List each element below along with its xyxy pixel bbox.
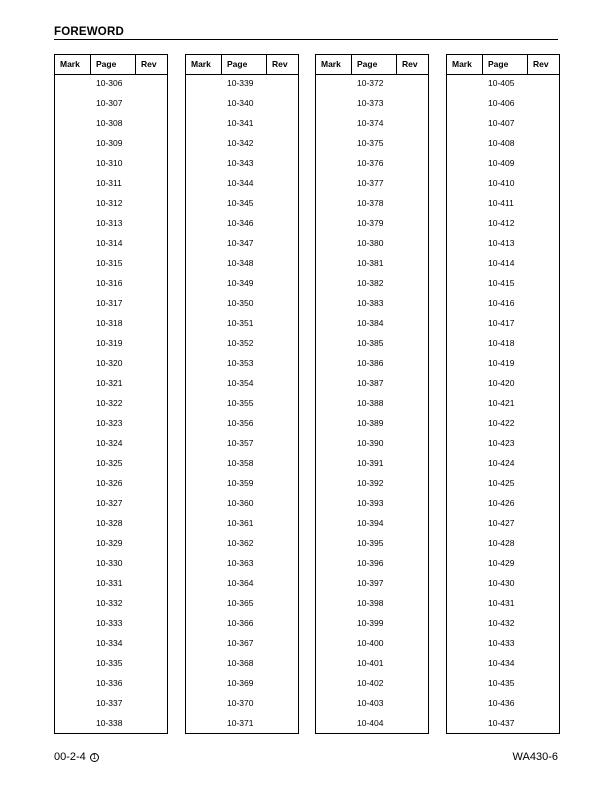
rev-column-header: Rev <box>533 59 549 69</box>
table-row <box>316 255 428 275</box>
page-cell: 10-372 <box>357 78 384 88</box>
page-cell: 10-360 <box>227 498 254 508</box>
page-cell: 10-346 <box>227 218 254 228</box>
table-row <box>186 315 298 335</box>
table-row <box>55 475 167 495</box>
table-row <box>447 535 559 555</box>
table-header <box>186 55 298 75</box>
page-cell: 10-359 <box>227 478 254 488</box>
page-cell: 10-393 <box>357 498 384 508</box>
page-cell: 10-401 <box>357 658 384 668</box>
table-row <box>186 675 298 695</box>
page-cell: 10-431 <box>488 598 515 608</box>
page-cell: 10-310 <box>96 158 123 168</box>
table-row <box>316 235 428 255</box>
table-row <box>186 455 298 475</box>
page-cell: 10-327 <box>96 498 123 508</box>
page-cell: 10-339 <box>227 78 254 88</box>
table-row <box>316 295 428 315</box>
page-cell: 10-435 <box>488 678 515 688</box>
table-row <box>316 215 428 235</box>
table-row <box>186 395 298 415</box>
page-cell: 10-382 <box>357 278 384 288</box>
page-cell: 10-308 <box>96 118 123 128</box>
page-cell: 10-384 <box>357 318 384 328</box>
table-row <box>316 175 428 195</box>
table-row <box>55 555 167 575</box>
page-cell: 10-383 <box>357 298 384 308</box>
table-row <box>447 715 559 735</box>
table-row <box>447 135 559 155</box>
table-row <box>447 95 559 115</box>
page-cell: 10-354 <box>227 378 254 388</box>
table-row <box>55 95 167 115</box>
table-row <box>447 235 559 255</box>
page-cell: 10-412 <box>488 218 515 228</box>
page-cell: 10-340 <box>227 98 254 108</box>
page-cell: 10-321 <box>96 378 123 388</box>
page-cell: 10-416 <box>488 298 515 308</box>
page-cell: 10-319 <box>96 338 123 348</box>
table-row <box>316 195 428 215</box>
table-row <box>316 495 428 515</box>
table-rows <box>316 75 428 735</box>
page-cell: 10-334 <box>96 638 123 648</box>
table-row <box>447 575 559 595</box>
table-row <box>186 275 298 295</box>
page-cell: 10-371 <box>227 718 254 728</box>
page-cell: 10-413 <box>488 238 515 248</box>
page-cell: 10-397 <box>357 578 384 588</box>
page-cell: 10-347 <box>227 238 254 248</box>
page-cell: 10-338 <box>96 718 123 728</box>
page-cell: 10-309 <box>96 138 123 148</box>
footer-model: WA430-6 <box>512 751 558 763</box>
page-cell: 10-341 <box>227 118 254 128</box>
table-row <box>316 275 428 295</box>
page-cell: 10-409 <box>488 158 515 168</box>
table-row <box>447 115 559 135</box>
page-cell: 10-337 <box>96 698 123 708</box>
table-row <box>186 595 298 615</box>
page-cell: 10-399 <box>357 618 384 628</box>
table-row <box>55 715 167 735</box>
page-cell: 10-390 <box>357 438 384 448</box>
section-heading: FOREWORD <box>54 26 124 38</box>
table-row <box>447 255 559 275</box>
page-cell: 10-404 <box>357 718 384 728</box>
table-row <box>447 375 559 395</box>
page-cell: 10-373 <box>357 98 384 108</box>
page-cell: 10-414 <box>488 258 515 268</box>
page-list-table-4 <box>446 54 560 734</box>
table-row <box>55 155 167 175</box>
page-cell: 10-420 <box>488 378 515 388</box>
table-row <box>55 235 167 255</box>
table-row <box>316 95 428 115</box>
page-cell: 10-423 <box>488 438 515 448</box>
page-cell: 10-379 <box>357 218 384 228</box>
table-row <box>186 335 298 355</box>
table-row <box>447 595 559 615</box>
table-row <box>316 75 428 95</box>
page-cell: 10-394 <box>357 518 384 528</box>
table-row <box>447 395 559 415</box>
page-cell: 10-307 <box>96 98 123 108</box>
table-header <box>55 55 167 75</box>
page-cell: 10-328 <box>96 518 123 528</box>
page-cell: 10-366 <box>227 618 254 628</box>
page-cell: 10-326 <box>96 478 123 488</box>
page-cell: 10-381 <box>357 258 384 268</box>
table-row <box>447 455 559 475</box>
page-cell: 10-407 <box>488 118 515 128</box>
page-cell: 10-365 <box>227 598 254 608</box>
page-cell: 10-410 <box>488 178 515 188</box>
table-row <box>316 615 428 635</box>
table-row <box>316 535 428 555</box>
table-row <box>316 695 428 715</box>
page-cell: 10-421 <box>488 398 515 408</box>
page-cell: 10-320 <box>96 358 123 368</box>
page-cell: 10-318 <box>96 318 123 328</box>
table-row <box>447 195 559 215</box>
table-row <box>316 555 428 575</box>
page-cell: 10-317 <box>96 298 123 308</box>
table-row <box>55 635 167 655</box>
table-row <box>316 375 428 395</box>
page-number: 00-2-4 <box>54 751 86 763</box>
table-header <box>447 55 559 75</box>
page-cell: 10-406 <box>488 98 515 108</box>
page-cell: 10-422 <box>488 418 515 428</box>
page-cell: 10-436 <box>488 698 515 708</box>
page-cell: 10-324 <box>96 438 123 448</box>
page-cell: 10-418 <box>488 338 515 348</box>
table-row <box>447 515 559 535</box>
page-column-header: Page <box>222 55 267 74</box>
table-row <box>55 595 167 615</box>
table-row <box>186 415 298 435</box>
page-cell: 10-405 <box>488 78 515 88</box>
table-row <box>55 375 167 395</box>
page-cell: 10-369 <box>227 678 254 688</box>
page-cell: 10-424 <box>488 458 515 468</box>
page-cell: 10-437 <box>488 718 515 728</box>
page-cell: 10-357 <box>227 438 254 448</box>
page-cell: 10-311 <box>96 178 122 188</box>
page-cell: 10-312 <box>96 198 123 208</box>
page-cell: 10-323 <box>96 418 123 428</box>
table-row <box>447 335 559 355</box>
table-row <box>316 475 428 495</box>
page-cell: 10-385 <box>357 338 384 348</box>
table-row <box>316 515 428 535</box>
page-cell: 10-426 <box>488 498 515 508</box>
table-row <box>55 215 167 235</box>
table-row <box>316 635 428 655</box>
page-cell: 10-402 <box>357 678 384 688</box>
table-row <box>186 715 298 735</box>
table-row <box>186 235 298 255</box>
page-cell: 10-415 <box>488 278 515 288</box>
page-cell: 10-429 <box>488 558 515 568</box>
page-cell: 10-331 <box>96 578 123 588</box>
page-cell: 10-367 <box>227 638 254 648</box>
table-row <box>55 535 167 555</box>
table-row <box>316 595 428 615</box>
rev-column-header: Rev <box>402 59 418 69</box>
table-row <box>186 155 298 175</box>
page-cell: 10-378 <box>357 198 384 208</box>
page-cell: 10-355 <box>227 398 254 408</box>
page-cell: 10-370 <box>227 698 254 708</box>
table-row <box>316 315 428 335</box>
table-row <box>186 475 298 495</box>
table-row <box>55 335 167 355</box>
table-row <box>55 75 167 95</box>
table-row <box>186 255 298 275</box>
table-row <box>186 615 298 635</box>
page-cell: 10-342 <box>227 138 254 148</box>
page-column-header: Page <box>352 55 397 74</box>
table-row <box>447 315 559 335</box>
page-cell: 10-330 <box>96 558 123 568</box>
page-cell: 10-428 <box>488 538 515 548</box>
page-cell: 10-352 <box>227 338 254 348</box>
page-cell: 10-306 <box>96 78 123 88</box>
page-cell: 10-411 <box>488 198 514 208</box>
table-row <box>186 215 298 235</box>
table-row <box>316 335 428 355</box>
page-cell: 10-351 <box>227 318 254 328</box>
page-cell: 10-433 <box>488 638 515 648</box>
page-cell: 10-380 <box>357 238 384 248</box>
page-cell: 10-325 <box>96 458 123 468</box>
page-cell: 10-398 <box>357 598 384 608</box>
mark-column-header: Mark <box>447 55 483 74</box>
page-cell: 10-314 <box>96 238 123 248</box>
table-row <box>447 155 559 175</box>
page-cell: 10-375 <box>357 138 384 148</box>
table-row <box>447 75 559 95</box>
table-row <box>447 435 559 455</box>
mark-column-header: Mark <box>186 55 222 74</box>
table-row <box>55 315 167 335</box>
table-row <box>55 195 167 215</box>
table-row <box>55 395 167 415</box>
table-row <box>186 575 298 595</box>
table-row <box>316 435 428 455</box>
table-row <box>186 555 298 575</box>
page-list-table-1 <box>54 54 168 734</box>
page-cell: 10-396 <box>357 558 384 568</box>
page-cell: 10-388 <box>357 398 384 408</box>
page-cell: 10-356 <box>227 418 254 428</box>
table-row <box>447 415 559 435</box>
table-row <box>447 495 559 515</box>
table-row <box>186 695 298 715</box>
table-row <box>186 175 298 195</box>
table-row <box>316 395 428 415</box>
table-row <box>316 415 428 435</box>
table-row <box>186 375 298 395</box>
page-cell: 10-419 <box>488 358 515 368</box>
table-row <box>447 275 559 295</box>
page-cell: 10-400 <box>357 638 384 648</box>
page-cell: 10-348 <box>227 258 254 268</box>
table-rows <box>186 75 298 735</box>
table-row <box>447 215 559 235</box>
table-row <box>447 695 559 715</box>
page-cell: 10-335 <box>96 658 123 668</box>
table-header <box>316 55 428 75</box>
page-cell: 10-343 <box>227 158 254 168</box>
page-cell: 10-329 <box>96 538 123 548</box>
table-row <box>55 455 167 475</box>
page-cell: 10-336 <box>96 678 123 688</box>
page-cell: 10-316 <box>96 278 123 288</box>
table-row <box>186 75 298 95</box>
table-row <box>55 435 167 455</box>
table-row <box>55 175 167 195</box>
table-row <box>55 295 167 315</box>
table-row <box>55 415 167 435</box>
page-cell: 10-315 <box>96 258 123 268</box>
table-row <box>186 535 298 555</box>
revision-circle-mark: 1 <box>90 753 99 762</box>
table-row <box>55 255 167 275</box>
table-row <box>186 635 298 655</box>
page-cell: 10-395 <box>357 538 384 548</box>
table-row <box>55 655 167 675</box>
page-cell: 10-386 <box>357 358 384 368</box>
page-cell: 10-363 <box>227 558 254 568</box>
table-rows <box>55 75 167 735</box>
page-cell: 10-350 <box>227 298 254 308</box>
table-row <box>55 615 167 635</box>
page-cell: 10-358 <box>227 458 254 468</box>
table-row <box>447 175 559 195</box>
table-row <box>316 115 428 135</box>
table-row <box>55 695 167 715</box>
table-row <box>186 195 298 215</box>
table-row <box>55 355 167 375</box>
table-rows <box>447 75 559 735</box>
table-row <box>447 655 559 675</box>
page-cell: 10-361 <box>227 518 254 528</box>
table-row <box>186 655 298 675</box>
page-cell: 10-353 <box>227 358 254 368</box>
page-cell: 10-322 <box>96 398 123 408</box>
page-cell: 10-368 <box>227 658 254 668</box>
page-cell: 10-391 <box>357 458 384 468</box>
page-cell: 10-389 <box>357 418 384 428</box>
page-cell: 10-377 <box>357 178 384 188</box>
table-row <box>316 455 428 475</box>
mark-column-header: Mark <box>55 55 91 74</box>
table-row <box>55 495 167 515</box>
table-row <box>447 355 559 375</box>
table-row <box>55 515 167 535</box>
page-cell: 10-349 <box>227 278 254 288</box>
table-row <box>316 575 428 595</box>
table-row <box>186 515 298 535</box>
page-cell: 10-313 <box>96 218 123 228</box>
page-cell: 10-345 <box>227 198 254 208</box>
rev-column-header: Rev <box>141 59 157 69</box>
table-row <box>186 135 298 155</box>
page-column-header: Page <box>91 55 136 74</box>
table-row <box>55 135 167 155</box>
table-row <box>186 435 298 455</box>
page-cell: 10-376 <box>357 158 384 168</box>
footer-page-number <box>54 751 99 763</box>
page-cell: 10-333 <box>96 618 123 628</box>
table-row <box>447 555 559 575</box>
page-cell: 10-364 <box>227 578 254 588</box>
page-cell: 10-362 <box>227 538 254 548</box>
table-row <box>447 475 559 495</box>
page-column-header: Page <box>483 55 528 74</box>
page-cell: 10-434 <box>488 658 515 668</box>
page-cell: 10-425 <box>488 478 515 488</box>
heading-rule <box>54 39 558 40</box>
page-cell: 10-427 <box>488 518 515 528</box>
page-cell: 10-403 <box>357 698 384 708</box>
page-cell: 10-408 <box>488 138 515 148</box>
table-row <box>316 655 428 675</box>
table-row <box>316 355 428 375</box>
table-row <box>316 675 428 695</box>
table-row <box>316 135 428 155</box>
page-cell: 10-392 <box>357 478 384 488</box>
table-row <box>55 275 167 295</box>
table-row <box>186 95 298 115</box>
page-cell: 10-374 <box>357 118 384 128</box>
table-row <box>447 675 559 695</box>
page-list-table-2 <box>185 54 299 734</box>
table-row <box>447 615 559 635</box>
table-row <box>447 295 559 315</box>
table-row <box>55 115 167 135</box>
table-row <box>447 635 559 655</box>
table-row <box>316 715 428 735</box>
rev-column-header: Rev <box>272 59 288 69</box>
page-cell: 10-387 <box>357 378 384 388</box>
table-row <box>55 675 167 695</box>
mark-column-header: Mark <box>316 55 352 74</box>
page-cell: 10-432 <box>488 618 515 628</box>
table-row <box>186 495 298 515</box>
table-row <box>186 355 298 375</box>
page-cell: 10-430 <box>488 578 515 588</box>
table-row <box>55 575 167 595</box>
page-cell: 10-332 <box>96 598 123 608</box>
page-cell: 10-417 <box>488 318 515 328</box>
table-row <box>186 295 298 315</box>
page-cell: 10-344 <box>227 178 254 188</box>
page-list-table-3 <box>315 54 429 734</box>
table-row <box>186 115 298 135</box>
table-row <box>316 155 428 175</box>
